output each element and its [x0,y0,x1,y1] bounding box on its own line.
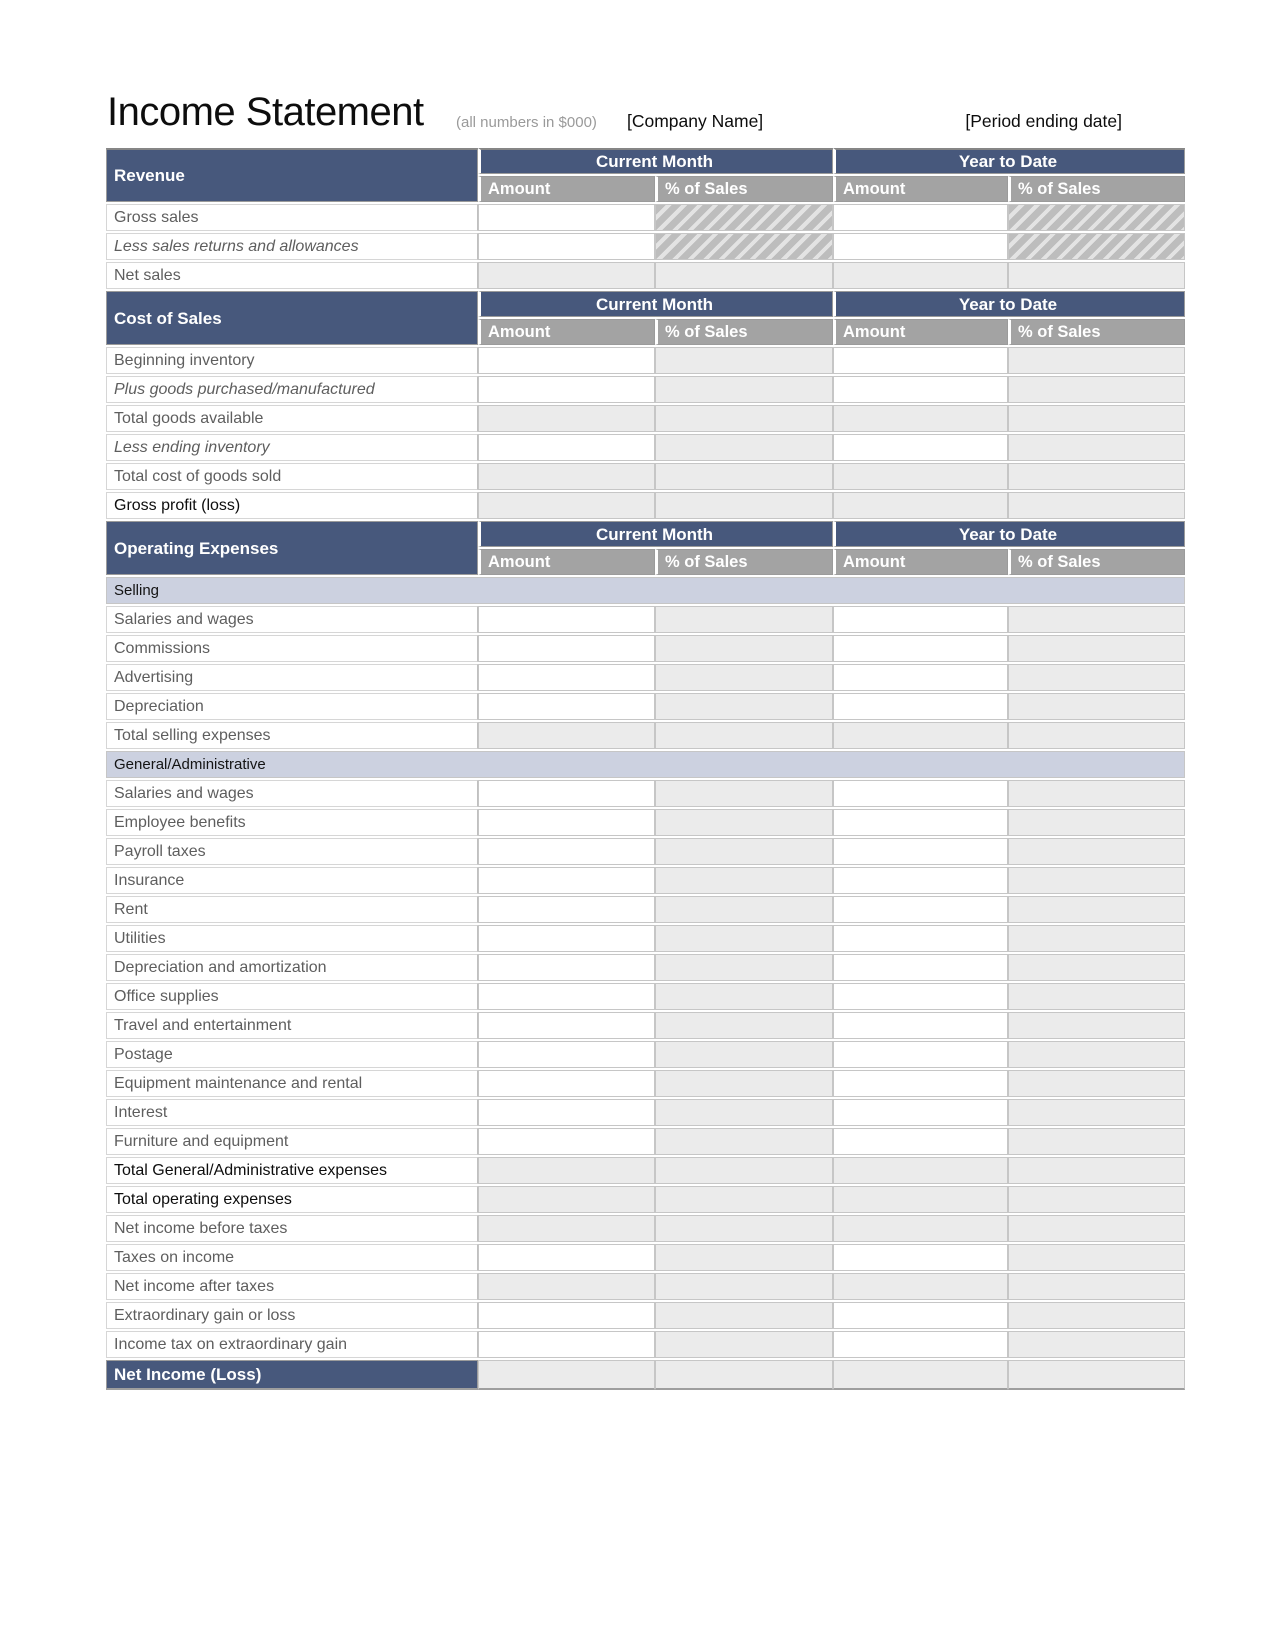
cell-amount-current-month [478,1360,655,1390]
cell-pct-year-to-date [1008,347,1185,374]
cell-pct-year-to-date [1008,434,1185,461]
cell-pct-year-to-date [1008,405,1185,432]
cell-pct-current-month [655,809,833,836]
table-row [106,463,1185,490]
cell-amount-year-to-date[interactable] [833,838,1008,865]
cell-pct-current-month [655,838,833,865]
row-label-postage: Postage [106,1041,478,1068]
cell-pct-current-month [655,1215,833,1242]
table-row [106,896,1185,923]
cell-amount-current-month [478,405,655,432]
cell-pct-current-month [655,204,833,231]
cell-amount-year-to-date[interactable] [833,1070,1008,1097]
year-to-date-header: Year to Date [833,148,1185,174]
cell-pct-year-to-date [1008,983,1185,1010]
cell-pct-current-month [655,780,833,807]
row-label-income-tax-on-extraordinary-gain: Income tax on extraordinary gain [106,1331,478,1358]
row-label-beginning-inventory: Beginning inventory [106,347,478,374]
section-header-operating-expenses: Operating Expenses [106,521,478,575]
cell-pct-current-month [655,1302,833,1329]
cell-amount-current-month [478,1273,655,1300]
row-label-total-goods-available: Total goods available [106,405,478,432]
cell-amount-current-month [478,1186,655,1213]
cell-pct-current-month [655,1070,833,1097]
cell-pct-year-to-date [1008,492,1185,519]
cell-pct-year-to-date [1008,1331,1185,1358]
row-label-net-sales: Net sales [106,262,478,289]
row-label-payroll-taxes: Payroll taxes [106,838,478,865]
amount-header-year-to-date: Amount [833,549,1008,575]
amount-header-year-to-date: Amount [833,319,1008,345]
cell-amount-year-to-date[interactable] [833,1302,1008,1329]
table-row [106,1128,1185,1155]
cell-amount-year-to-date[interactable] [833,347,1008,374]
cell-amount-current-month [478,1157,655,1184]
pct-of-sales-header-current-month: % of Sales [655,549,833,575]
table-row [106,405,1185,432]
cell-pct-year-to-date [1008,1070,1185,1097]
cell-amount-current-month[interactable] [478,606,655,633]
table-row [106,1157,1185,1184]
cell-pct-year-to-date [1008,1099,1185,1126]
row-label-plus-goods-purchased-manufactured: Plus goods purchased/manufactured [106,376,478,403]
amount-header-year-to-date: Amount [833,176,1008,202]
pct-of-sales-header-current-month: % of Sales [655,176,833,202]
cell-pct-current-month [655,434,833,461]
row-label-gross-sales: Gross sales [106,204,478,231]
cell-amount-current-month[interactable] [478,954,655,981]
table-row [106,1273,1185,1300]
cell-amount-current-month[interactable] [478,867,655,894]
section-header-revenue: Revenue [106,148,478,202]
cell-pct-year-to-date [1008,664,1185,691]
cell-amount-current-month [478,463,655,490]
page-title: Income Statement [107,90,424,134]
cell-pct-current-month [655,635,833,662]
amount-header-current-month: Amount [478,549,655,575]
pct-of-sales-header-year-to-date: % of Sales [1008,319,1185,345]
cell-amount-current-month[interactable] [478,983,655,1010]
cell-amount-current-month[interactable] [478,1244,655,1271]
cell-pct-current-month [655,693,833,720]
cell-amount-year-to-date [833,463,1008,490]
pct-of-sales-header-current-month: % of Sales [655,319,833,345]
cell-pct-current-month [655,896,833,923]
cell-amount-year-to-date [833,1273,1008,1300]
row-label-less-ending-inventory: Less ending inventory [106,434,478,461]
cell-amount-current-month[interactable] [478,1070,655,1097]
cell-amount-year-to-date [833,1157,1008,1184]
cell-pct-year-to-date [1008,838,1185,865]
table-row [106,722,1185,749]
table-row [106,233,1185,260]
cell-amount-year-to-date [833,262,1008,289]
table-row [106,347,1185,374]
cell-amount-year-to-date[interactable] [833,809,1008,836]
cell-amount-current-month[interactable] [478,1099,655,1126]
section-header-cost-of-sales: Cost of Sales [106,291,478,345]
cell-amount-year-to-date[interactable] [833,867,1008,894]
cell-amount-year-to-date[interactable] [833,1331,1008,1358]
cell-pct-current-month [655,1041,833,1068]
cell-amount-current-month[interactable] [478,1128,655,1155]
cell-amount-current-month[interactable] [478,434,655,461]
table-row [106,1041,1185,1068]
cell-amount-current-month[interactable] [478,1331,655,1358]
cell-pct-year-to-date [1008,1215,1185,1242]
cell-amount-year-to-date[interactable] [833,434,1008,461]
cell-pct-current-month [655,233,833,260]
row-label-employee-benefits: Employee benefits [106,809,478,836]
cell-amount-year-to-date[interactable] [833,606,1008,633]
cell-amount-year-to-date[interactable] [833,635,1008,662]
cell-pct-current-month [655,867,833,894]
table-row [106,983,1185,1010]
pct-of-sales-header-year-to-date: % of Sales [1008,176,1185,202]
cell-pct-year-to-date [1008,1244,1185,1271]
table-row [106,262,1185,289]
cell-amount-year-to-date[interactable] [833,896,1008,923]
cell-pct-current-month [655,1012,833,1039]
cell-pct-current-month [655,1099,833,1126]
cell-amount-year-to-date[interactable] [833,1012,1008,1039]
cell-pct-current-month [655,1128,833,1155]
cell-pct-year-to-date [1008,780,1185,807]
table-row [106,1186,1185,1213]
cell-pct-year-to-date [1008,1360,1185,1390]
cell-pct-year-to-date [1008,262,1185,289]
cell-pct-current-month [655,722,833,749]
row-label-salaries-and-wages: Salaries and wages [106,606,478,633]
table-row [106,780,1185,807]
row-label-less-sales-returns-and-allowances: Less sales returns and allowances [106,233,478,260]
table-row [106,1070,1185,1097]
row-label-office-supplies: Office supplies [106,983,478,1010]
cell-pct-year-to-date [1008,233,1185,260]
cell-pct-year-to-date [1008,463,1185,490]
current-month-header: Current Month [478,148,833,174]
cell-amount-current-month[interactable] [478,838,655,865]
income-statement-table [106,146,1185,1392]
cell-amount-current-month [478,722,655,749]
cell-pct-year-to-date [1008,867,1185,894]
cell-pct-current-month [655,1331,833,1358]
cell-pct-year-to-date [1008,204,1185,231]
row-label-commissions: Commissions [106,635,478,662]
cell-pct-year-to-date [1008,925,1185,952]
cell-amount-current-month[interactable] [478,664,655,691]
cell-amount-year-to-date[interactable] [833,954,1008,981]
cell-pct-current-month [655,1157,833,1184]
cell-pct-current-month [655,606,833,633]
row-label-rent: Rent [106,896,478,923]
row-label-salaries-and-wages: Salaries and wages [106,780,478,807]
cell-pct-current-month [655,925,833,952]
cell-pct-year-to-date [1008,954,1185,981]
cell-pct-year-to-date [1008,896,1185,923]
row-label-advertising: Advertising [106,664,478,691]
table-row [106,954,1185,981]
table-row [106,204,1185,231]
row-label-total-selling-expenses: Total selling expenses [106,722,478,749]
cell-amount-year-to-date[interactable] [833,983,1008,1010]
row-label-total-general-administrative-expenses: Total General/Administrative expenses [106,1157,478,1184]
table-row [106,1215,1185,1242]
table-row [106,606,1185,633]
row-label-interest: Interest [106,1099,478,1126]
cell-amount-current-month [478,262,655,289]
table-row [106,838,1185,865]
table-row [106,664,1185,691]
current-month-header: Current Month [478,521,833,547]
cell-amount-current-month[interactable] [478,780,655,807]
row-label-total-cost-of-goods-sold: Total cost of goods sold [106,463,478,490]
document-header [0,0,1275,146]
cell-amount-year-to-date[interactable] [833,233,1008,260]
cell-amount-year-to-date[interactable] [833,204,1008,231]
cell-amount-year-to-date[interactable] [833,1128,1008,1155]
table-row [106,635,1185,662]
row-label-extraordinary-gain-or-loss: Extraordinary gain or loss [106,1302,478,1329]
cell-amount-year-to-date[interactable] [833,1099,1008,1126]
year-to-date-header: Year to Date [833,291,1185,317]
table-row [106,809,1185,836]
cell-amount-current-month[interactable] [478,896,655,923]
cell-amount-year-to-date[interactable] [833,693,1008,720]
cell-amount-year-to-date[interactable] [833,925,1008,952]
row-label-gross-profit-loss: Gross profit (loss) [106,492,478,519]
row-label-travel-and-entertainment: Travel and entertainment [106,1012,478,1039]
cell-pct-year-to-date [1008,1186,1185,1213]
table-row [106,925,1185,952]
cell-amount-year-to-date [833,1186,1008,1213]
table-row [106,1012,1185,1039]
table-row [106,1331,1185,1358]
pct-of-sales-header-year-to-date: % of Sales [1008,549,1185,575]
cell-pct-year-to-date [1008,1128,1185,1155]
row-label-insurance: Insurance [106,867,478,894]
year-to-date-header: Year to Date [833,521,1185,547]
table-row [106,434,1185,461]
subsection-band-selling: Selling [106,577,1185,604]
cell-amount-current-month[interactable] [478,204,655,231]
amount-header-current-month: Amount [478,319,655,345]
cell-amount-year-to-date [833,1215,1008,1242]
row-label-depreciation-and-amortization: Depreciation and amortization [106,954,478,981]
row-label-utilities: Utilities [106,925,478,952]
cell-pct-current-month [655,954,833,981]
cell-amount-current-month[interactable] [478,347,655,374]
cell-amount-current-month[interactable] [478,233,655,260]
cell-amount-year-to-date[interactable] [833,376,1008,403]
cell-pct-current-month [655,1244,833,1271]
cell-pct-current-month [655,983,833,1010]
table-row [106,1099,1185,1126]
cell-pct-year-to-date [1008,635,1185,662]
row-label-taxes-on-income: Taxes on income [106,1244,478,1271]
cell-amount-current-month[interactable] [478,1302,655,1329]
row-label-net-income-loss: Net Income (Loss) [106,1360,478,1390]
cell-amount-year-to-date[interactable] [833,1244,1008,1271]
cell-pct-current-month [655,1186,833,1213]
cell-amount-current-month[interactable] [478,693,655,720]
table-row [106,492,1185,519]
table-row [106,1302,1185,1329]
cell-amount-current-month[interactable] [478,925,655,952]
cell-pct-year-to-date [1008,722,1185,749]
cell-pct-current-month [655,405,833,432]
cell-amount-current-month [478,492,655,519]
cell-pct-year-to-date [1008,693,1185,720]
cell-pct-year-to-date [1008,376,1185,403]
cell-pct-current-month [655,1273,833,1300]
cell-pct-current-month [655,492,833,519]
cell-pct-current-month [655,1360,833,1390]
amount-header-current-month: Amount [478,176,655,202]
cell-amount-year-to-date [833,405,1008,432]
table-row [106,376,1185,403]
cell-pct-year-to-date [1008,1302,1185,1329]
cell-pct-current-month [655,262,833,289]
row-label-furniture-and-equipment: Furniture and equipment [106,1128,478,1155]
cell-pct-year-to-date [1008,606,1185,633]
cell-amount-current-month[interactable] [478,1012,655,1039]
cell-amount-current-month[interactable] [478,635,655,662]
cell-amount-current-month [478,1215,655,1242]
cell-pct-year-to-date [1008,1041,1185,1068]
cell-amount-year-to-date [833,722,1008,749]
table-row [106,693,1185,720]
row-label-net-income-after-taxes: Net income after taxes [106,1273,478,1300]
subsection-band-general-administrative: General/Administrative [106,751,1185,778]
row-label-total-operating-expenses: Total operating expenses [106,1186,478,1213]
row-label-equipment-maintenance-and-rental: Equipment maintenance and rental [106,1070,478,1097]
cell-pct-year-to-date [1008,1273,1185,1300]
cell-amount-current-month[interactable] [478,809,655,836]
period-ending-placeholder: [Period ending date] [965,111,1122,131]
table-row [106,1244,1185,1271]
cell-pct-year-to-date [1008,1157,1185,1184]
cell-pct-year-to-date [1008,1012,1185,1039]
cell-pct-current-month [655,463,833,490]
cell-amount-current-month[interactable] [478,376,655,403]
row-label-net-income-before-taxes: Net income before taxes [106,1215,478,1242]
cell-pct-current-month [655,376,833,403]
cell-amount-year-to-date [833,492,1008,519]
cell-pct-current-month [655,664,833,691]
net-income-row [106,1360,1185,1390]
units-note: (all numbers in $000) [456,114,597,131]
company-name-placeholder: [Company Name] [627,111,764,131]
cell-amount-year-to-date[interactable] [833,664,1008,691]
row-label-depreciation: Depreciation [106,693,478,720]
cell-pct-year-to-date [1008,809,1185,836]
current-month-header: Current Month [478,291,833,317]
cell-amount-current-month[interactable] [478,1041,655,1068]
cell-amount-year-to-date[interactable] [833,1041,1008,1068]
cell-pct-current-month [655,347,833,374]
cell-amount-year-to-date[interactable] [833,780,1008,807]
table-row [106,867,1185,894]
cell-amount-year-to-date [833,1360,1008,1390]
